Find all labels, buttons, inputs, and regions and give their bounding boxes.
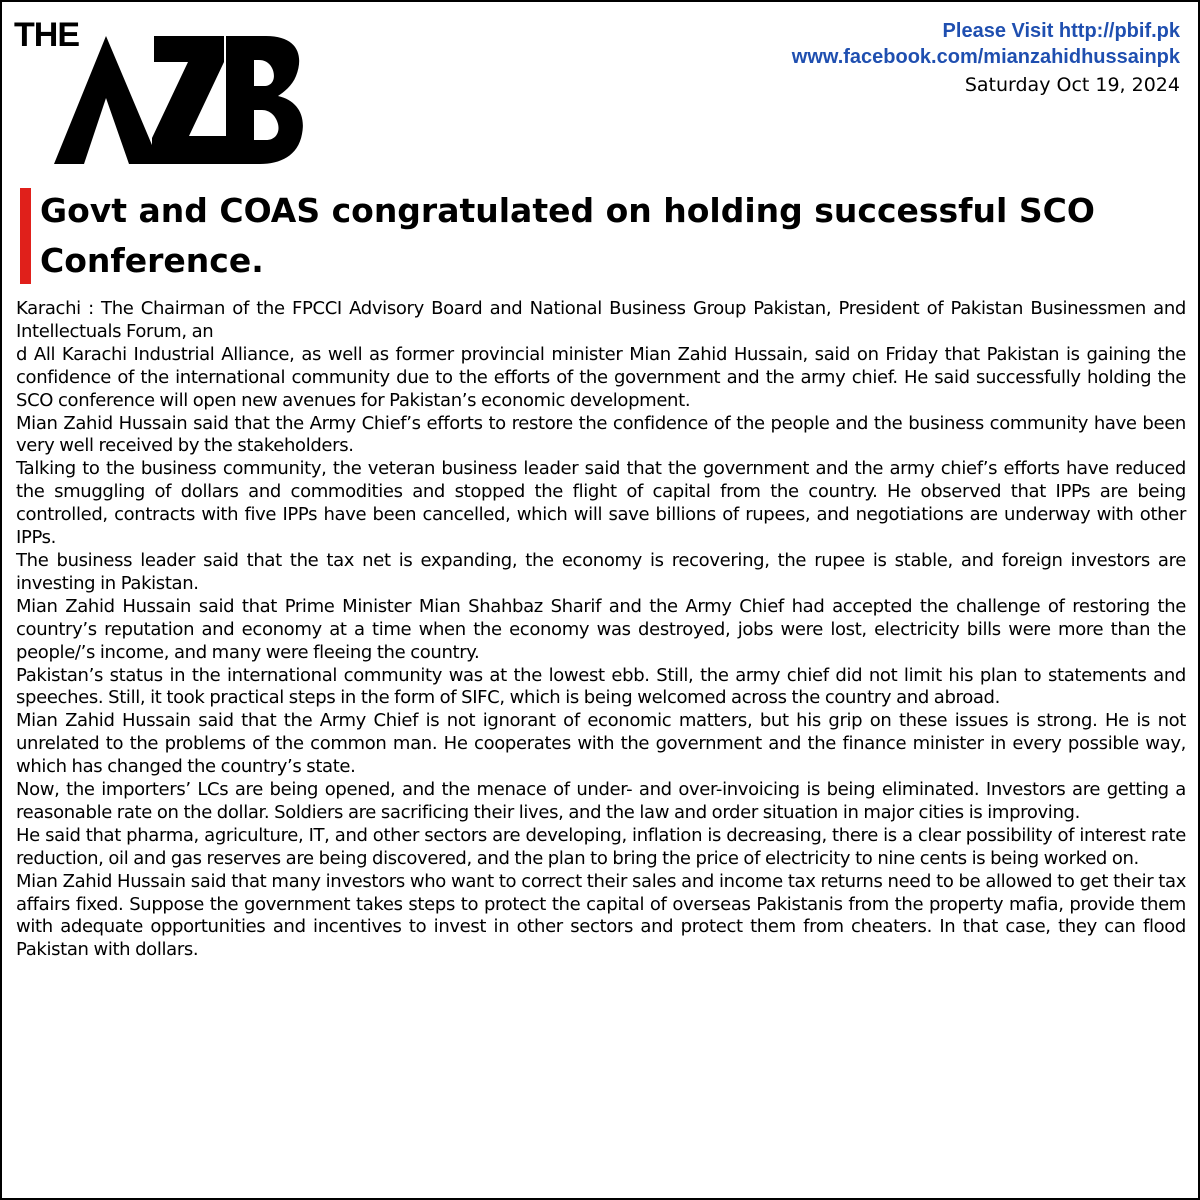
paragraph: Mian Zahid Hussain said that many investors who want to correct their sales and income tax returns need to be allowed to get their tax affairs fixed. Suppose the government takes steps to protect the capital of overseas Pakistanis from the property mafia, provide them with adequate opportunities and incentives to invest in other sectors and protect them from cheaters. In that case, they can flood Pakistan with dollars. — [16, 870, 1186, 961]
paragraph: Pakistan’s status in the international community was at the lowest ebb. Still, the army chief did not limit his plan to statements and speeches. Still, it took practical steps in the form of SIFC, which is being welcomed across the country and abroad. — [16, 664, 1186, 709]
paragraph: Karachi : The Chairman of the FPCCI Advisory Board and National Business Group Pakistan, President of Pakistan Businessmen and Intellectuals Forum, an — [16, 298, 1186, 342]
publish-date: Saturday Oct 19, 2024 — [964, 74, 1180, 96]
paragraph: Talking to the business community, the veteran business leader said that the government and the army chief’s efforts have reduced the smuggling of dollars and commodities and stopped the flight of capital from the country. He observed that IPPs are being controlled, contracts with five IPPs have been cancelled, which will save billions of rupees, and negotiations are underway with other IPPs. — [16, 458, 1186, 549]
paragraph: Mian Zahid Hussain said that the Army Chief is not ignorant of economic matters, but his grip on these issues is strong. He is not unrelated to the problems of the common man. He cooperates with the government and the finance minister in every possible way, which has changed the country’s state. — [16, 710, 1186, 778]
header-links — [792, 18, 1180, 100]
paragraph: He said that pharma, agriculture, IT, and other sectors are developing, inflation is decreasing, there is a clear possibility of interest rate reduction, oil and gas reserves are being discovered, and the plan to bring the price of electricity to nine cents is being worked on. — [16, 824, 1186, 869]
paragraph: Mian Zahid Hussain said that the Army Chief’s efforts to restore the confidence of the people and the business community have been very well received by the stakeholders. — [16, 412, 1186, 457]
paragraph: Now, the importers’ LCs are being opened, and the menace of under- and over-invoicing is being eliminated. Investors are getting a reasonable rate on the dollar. Soldiers are sacrificing their lives, and the law and order situation in major cities is improving. — [16, 779, 1186, 823]
facebook-link[interactable]: www.facebook.com/mianzahidhussainpk — [791, 46, 1180, 68]
azb-logo — [14, 16, 304, 166]
article-headline: Govt and COAS congratulated on holding successful SCO Conference. — [40, 191, 1095, 280]
article-body — [16, 298, 1186, 962]
headline-accent-bar — [20, 188, 31, 284]
paragraph: Mian Zahid Hussain said that Prime Minister Mian Shahbaz Sharif and the Army Chief had accepted the challenge of restoring the country’s reputation and economy at a time when the economy was destroyed, jobs were lost, electricity bills were more than the people/’s income, and many were fleeing the country. — [16, 595, 1186, 663]
paragraph: The business leader said that the tax net is expanding, the economy is recovering, the rupee is stable, and foreign investors are investing in Pakistan. — [16, 549, 1186, 594]
paragraph: d All Karachi Industrial Alliance, as well as former provincial minister Mian Zahid Hussain, said on Friday that Pakistan is gaining the confidence of the international community due to the efforts of the government and the army chief. He said successfully holding the SCO conference will open new avenues for Pakistan’s economic development. — [16, 343, 1186, 411]
site-link[interactable]: Please Visit http://pbif.pk — [942, 20, 1180, 42]
logo-the-text: THE — [14, 16, 79, 54]
